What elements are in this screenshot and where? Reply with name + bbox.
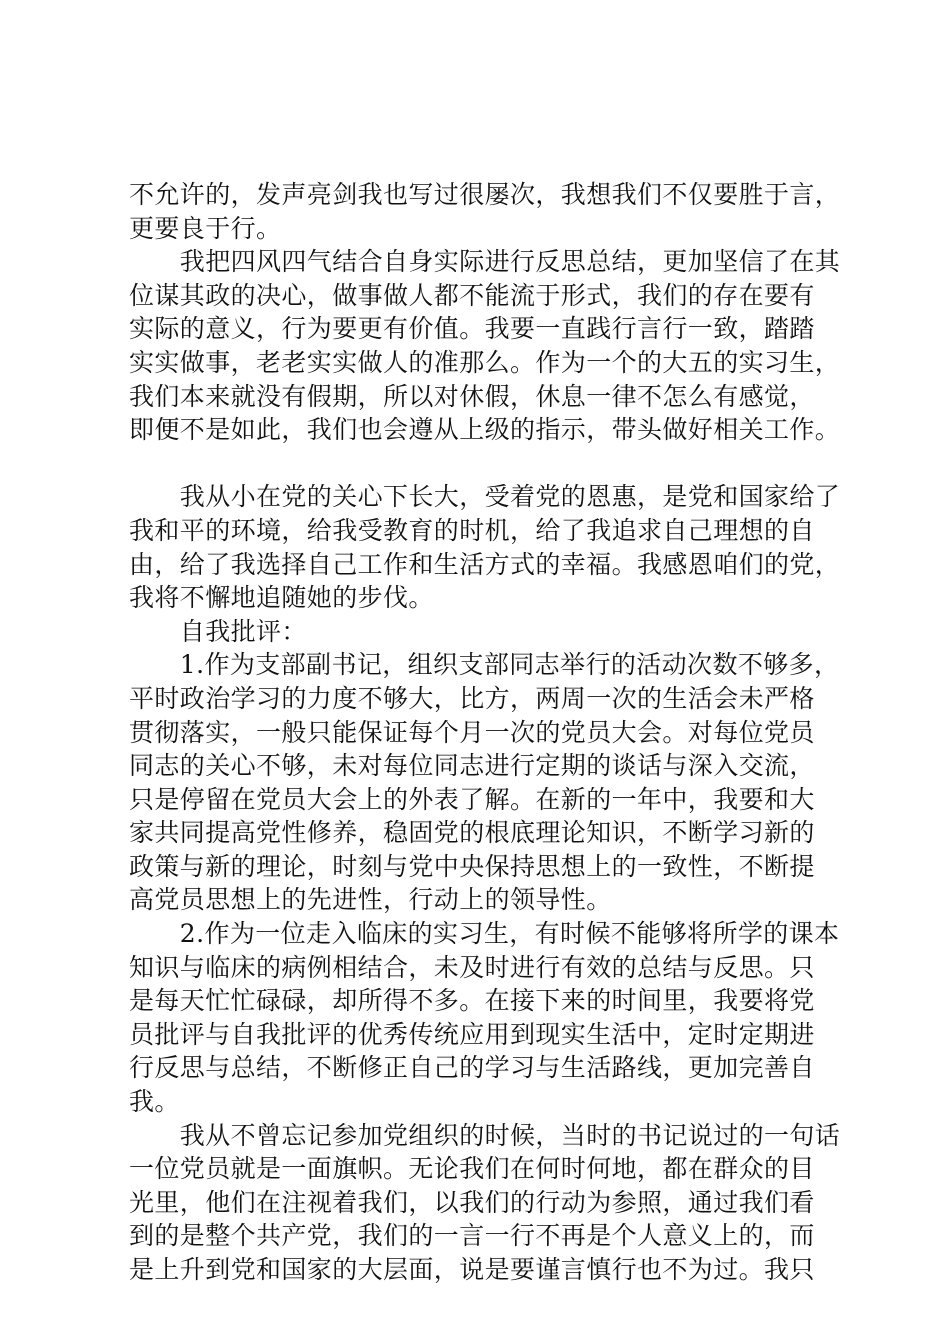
text-line: 同志的关心不够，未对每位同志进行定期的谈话与深入交流， [129, 751, 815, 781]
text-line: 我从小在党的关心下长大，受着党的恩惠，是党和国家给了 [129, 482, 841, 512]
text-line: 家共同提高党性修养，稳固党的根底理论知识，不断学习新的 [129, 818, 815, 848]
text-line: 由，给了我选择自己工作和生活方式的幸福。我感恩咱们的党， [129, 549, 841, 579]
text-line: 2.作为一位走入临床的实习生，有时候不能够将所学的课本 [129, 919, 840, 949]
text-line: 光里，他们在注视着我们，以我们的行动为参照，通过我们看 [129, 1187, 815, 1217]
text-line: 我将不懈地追随她的步伐。 [129, 583, 434, 613]
text-line: 政策与新的理论，时刻与党中央保持思想上的一致性，不断提 [129, 851, 815, 881]
text-line: 一位党员就是一面旗帜。无论我们在何时何地，都在群众的目 [129, 1154, 815, 1184]
text-line: 位谋其政的决心，做事做人都不能流于形式，我们的存在要有 [129, 280, 815, 310]
text-line: 我把四风四气结合自身实际进行反思总结，更加坚信了在其 [129, 247, 841, 277]
document-body [129, 178, 849, 1287]
text-line: 平时政治学习的力度不够大，比方，两周一次的生活会未严格 [129, 683, 815, 713]
text-line: 更要良于行。 [129, 213, 282, 243]
text-line: 我。 [129, 1087, 180, 1117]
text-line: 是上升到党和国家的大层面，说是要谨言慎行也不为过。我只 [129, 1255, 815, 1284]
text-line: 我和平的环境，给我受教育的时机，给了我追求自己理想的自 [129, 515, 815, 545]
text-line: 只是停留在党员大会上的外表了解。在新的一年中，我要和大 [129, 784, 815, 814]
text-line: 贯彻落实，一般只能保证每个月一次的党员大会。对每位党员 [129, 717, 815, 747]
text-line: 我们本来就没有假期，所以对休假，休息一律不怎么有感觉， [129, 381, 815, 411]
section-heading: 自我批评： [129, 616, 307, 646]
text-line: 实际的意义，行为要更有价值。我要一直践行言行一致，踏踏 [129, 314, 815, 344]
text-line: 实实做事，老老实实做人的准那么。作为一个的大五的实习生， [129, 347, 841, 377]
text-line: 我从不曾忘记参加党组织的时候，当时的书记说过的一句话 [129, 1120, 841, 1150]
text-line: 即便不是如此，我们也会遵从上级的指示，带头做好相关工作。 [129, 415, 841, 445]
text-line: 行反思与总结，不断修正自己的学习与生活路线，更加完善自 [129, 1053, 815, 1083]
text-line: 高党员思想上的先进性，行动上的领导性。 [129, 885, 612, 915]
paragraph-gap [129, 447, 849, 481]
text-line: 知识与临床的病例相结合，未及时进行有效的总结与反思。只 [129, 952, 815, 982]
text-line: 不允许的，发声亮剑我也写过很屡次，我想我们不仅要胜于言， [129, 180, 841, 209]
text-line: 是每天忙忙碌碌，却所得不多。在接下来的时间里，我要将党 [129, 986, 815, 1016]
text-line: 到的是整个共产党，我们的一言一行不再是个人意义上的，而 [129, 1221, 815, 1251]
text-line: 1.作为支部副书记，组织支部同志举行的活动次数不够多， [129, 650, 840, 680]
text-line: 员批评与自我批评的优秀传统应用到现实生活中，定时定期进 [129, 1019, 815, 1049]
